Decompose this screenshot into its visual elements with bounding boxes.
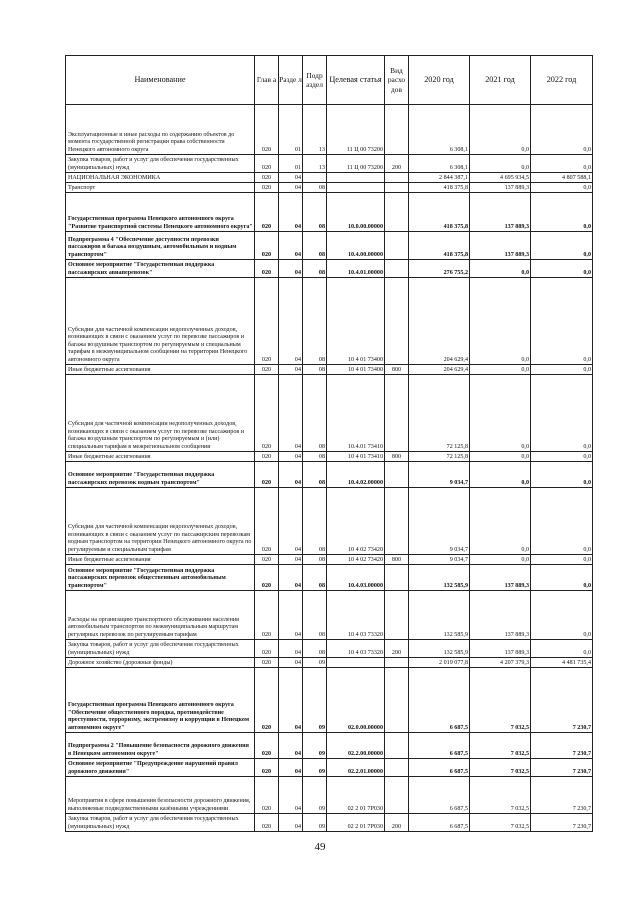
table-row [66,278,593,365]
row-podrazdel: 08 [303,375,327,452]
row-year-2020: 6 687,5 [409,733,470,759]
row-glava: 020 [255,658,279,668]
header-expense-type: Вид расхо дов [385,56,409,105]
row-expense-type [385,193,409,232]
row-year-2022: 7 230,7 [531,814,593,832]
row-expense-type [385,105,409,155]
row-glava: 020 [255,565,279,591]
table-row [66,452,593,462]
row-podrazdel: 08 [303,462,327,488]
row-name: Закупка товаров, работ и услуг для обеспечения государственных (муниципальных) нужд [66,155,255,173]
row-razdel: 04 [279,733,303,759]
row-expense-type: 200 [385,640,409,658]
row-glava: 020 [255,640,279,658]
row-glava: 020 [255,105,279,155]
row-glava: 020 [255,733,279,759]
row-podrazdel: 08 [303,260,327,278]
table-row [66,260,593,278]
row-name: Подпрограмма 2 "Повышение безопасности дорожного движения в Ненецком автономном округе" [66,733,255,759]
row-expense-type [385,462,409,488]
header-name: Наименование [66,56,255,105]
row-year-2022: 0,0 [531,555,593,565]
table-row [66,173,593,183]
row-year-2022: 7 230,7 [531,733,593,759]
row-target-article: 10 4 01 73400 [327,278,385,365]
row-year-2022: 7 230,7 [531,759,593,777]
row-podrazdel: 08 [303,591,327,640]
row-razdel: 04 [279,814,303,832]
row-expense-type [385,777,409,814]
table-row [66,232,593,260]
row-name: Основное мероприятие "Государственная поддержка пассажирских перевозок общественным автомобильным транспортом" [66,565,255,591]
row-glava: 020 [255,668,279,733]
header-year-2022: 2022 год [531,56,593,105]
row-razdel: 04 [279,658,303,668]
row-target-article: 02 2 01 7Р030 [327,777,385,814]
row-year-2022: 7 230,7 [531,777,593,814]
row-expense-type [385,278,409,365]
row-year-2022: 0,0 [531,155,593,173]
row-razdel: 04 [279,193,303,232]
row-razdel: 04 [279,462,303,488]
row-razdel: 04 [279,375,303,452]
row-target-article: 02.2.00.00000 [327,733,385,759]
row-expense-type [385,591,409,640]
table-row [66,183,593,193]
row-target-article [327,658,385,668]
row-podrazdel: 09 [303,658,327,668]
row-year-2020: 418 375,8 [409,232,470,260]
row-target-article: 10 4 01 73400 [327,365,385,375]
row-year-2022: 4 481 735,4 [531,658,593,668]
row-target-article: 02 2 01 7Р030 [327,814,385,832]
row-name: Иные бюджетные ассигнования [66,452,255,462]
table-row [66,777,593,814]
row-razdel: 04 [279,591,303,640]
row-podrazdel: 09 [303,759,327,777]
row-year-2021: 0,0 [470,365,531,375]
row-razdel: 01 [279,155,303,173]
header-target-article: Целевая статья [327,56,385,105]
row-year-2022: 0,0 [531,260,593,278]
row-razdel: 04 [279,565,303,591]
row-year-2020: 6 308,1 [409,105,470,155]
row-razdel: 04 [279,452,303,462]
row-year-2020: 72 125,8 [409,375,470,452]
table-row [66,759,593,777]
row-name: Основное мероприятие "Предупреждение нарушений правил дорожного движения" [66,759,255,777]
row-year-2020: 2 844 387,1 [409,173,470,183]
row-year-2020: 132 585,9 [409,565,470,591]
row-podrazdel: 09 [303,733,327,759]
row-expense-type [385,565,409,591]
table-row [66,155,593,173]
row-name: Основное мероприятие "Государственная поддержка пассажирских перевозок водным транспортом" [66,462,255,488]
row-year-2021: 0,0 [470,260,531,278]
table-row [66,640,593,658]
row-year-2022: 0,0 [531,193,593,232]
row-year-2022: 0,0 [531,183,593,193]
row-name: Расходы на организацию транспортного обслуживания населения автомобильным транспортом по межмуниципальным маршрутам регулярных перевозок по регулируемым тарифам [66,591,255,640]
table-body [66,105,593,832]
row-razdel: 01 [279,105,303,155]
row-razdel: 04 [279,173,303,183]
row-year-2021: 0,0 [470,555,531,565]
row-expense-type [385,232,409,260]
row-razdel: 04 [279,777,303,814]
row-podrazdel: 08 [303,555,327,565]
row-name: Государственная программа Ненецкого автономного округа "Развитие транспортной системы Ненецкого автономного округа" [66,193,255,232]
row-podrazdel [303,173,327,183]
row-podrazdel: 08 [303,452,327,462]
row-year-2021: 7 032,5 [470,777,531,814]
row-podrazdel: 09 [303,777,327,814]
row-razdel: 04 [279,183,303,193]
row-name: Закупка товаров, работ и услуг для обеспечения государственных (муниципальных) нужд [66,640,255,658]
row-year-2022: 0,0 [531,105,593,155]
row-year-2020: 418 375,8 [409,193,470,232]
row-year-2022: 4 807 588,1 [531,173,593,183]
row-year-2022: 0,0 [531,488,593,555]
row-year-2022: 0,0 [531,565,593,591]
row-year-2022: 0,0 [531,462,593,488]
row-year-2020: 9 034,7 [409,462,470,488]
table-row [66,591,593,640]
row-year-2020: 6 687,5 [409,759,470,777]
row-target-article: 10.4.00.00000 [327,232,385,260]
row-target-article: 10.4.02.00000 [327,462,385,488]
row-glava: 020 [255,759,279,777]
table-row [66,733,593,759]
row-podrazdel: 08 [303,193,327,232]
row-glava: 020 [255,232,279,260]
row-year-2021: 0,0 [470,462,531,488]
row-razdel: 04 [279,759,303,777]
row-expense-type: 800 [385,365,409,375]
row-year-2022: 0,0 [531,375,593,452]
header-glava: Глав а [255,56,279,105]
row-year-2020: 6 687,5 [409,668,470,733]
row-glava: 020 [255,278,279,365]
row-expense-type [385,759,409,777]
row-target-article: 10.4.01 73410 [327,375,385,452]
row-name: Субсидия для частичной компенсации недополученных доходов, возникающих в связи с оказанием услуг по перевозке пассажиров и багажа воздушным транспортом по регулируемым и (или) специальным тарифам в межрегиональном сообщении [66,375,255,452]
row-name: Основное мероприятие "Государственная поддержка пассажирских авиаперевозок" [66,260,255,278]
row-year-2020: 9 034,7 [409,488,470,555]
row-glava: 020 [255,183,279,193]
row-razdel: 04 [279,668,303,733]
row-name: Субсидии для частичной компенсации недополученных доходов, возникающих в связи с оказанием услуг по перевозке пассажиров и багажа воздушным транспортом по регулируемым и специальным тарифам в межмуниципальном сообщении на территории Ненецкого автономного округа [66,278,255,365]
row-year-2020: 9 034,7 [409,555,470,565]
row-razdel: 04 [279,555,303,565]
row-target-article: 10 4 01 73410 [327,452,385,462]
row-year-2020: 2 019 077,8 [409,658,470,668]
row-expense-type [385,183,409,193]
table-row [66,658,593,668]
row-target-article: 10.4.01.00000 [327,260,385,278]
row-razdel: 04 [279,640,303,658]
table-row [66,668,593,733]
row-year-2021: 0,0 [470,488,531,555]
row-glava: 020 [255,591,279,640]
row-expense-type [385,658,409,668]
row-year-2021: 7 032,5 [470,814,531,832]
table-row [66,462,593,488]
row-podrazdel: 08 [303,365,327,375]
row-name: Субсидии для частичной компенсации недополученных доходов, возникающих в связи с оказанием услуг по пассажирским перевозкам водным транспортом на территории Ненецкого автономного округа по регулируемым и специальным тарифам [66,488,255,555]
row-expense-type: 800 [385,555,409,565]
row-glava: 020 [255,777,279,814]
row-glava: 020 [255,193,279,232]
row-name: Государственная программа Ненецкого автономного округа "Обеспечение общественного порядка, противодействие преступности, терроризму, экстремизму и коррупции в Ненецком автономном округе" [66,668,255,733]
row-glava: 020 [255,488,279,555]
table-row [66,814,593,832]
row-target-article [327,183,385,193]
row-podrazdel: 08 [303,640,327,658]
row-name: Транспорт [66,183,255,193]
row-year-2021: 0,0 [470,375,531,452]
row-expense-type [385,668,409,733]
row-year-2021: 0,0 [470,452,531,462]
row-podrazdel: 08 [303,183,327,193]
row-year-2021: 137 889,3 [470,183,531,193]
row-target-article [327,173,385,183]
row-year-2021: 0,0 [470,105,531,155]
row-year-2022: 0,0 [531,278,593,365]
row-year-2021: 7 032,5 [470,668,531,733]
row-year-2022: 0,0 [531,452,593,462]
row-year-2021: 137 889,3 [470,565,531,591]
table-row [66,193,593,232]
row-year-2020: 132 585,9 [409,640,470,658]
row-year-2020: 132 585,9 [409,591,470,640]
row-target-article: 11 Ц 00 73200 [327,105,385,155]
row-expense-type [385,488,409,555]
row-year-2020: 418 375,8 [409,183,470,193]
header-year-2020: 2020 год [409,56,470,105]
row-year-2021: 137 889,3 [470,591,531,640]
row-target-article: 02.2.01.00000 [327,759,385,777]
row-podrazdel: 13 [303,155,327,173]
row-podrazdel: 08 [303,488,327,555]
row-year-2021: 0,0 [470,278,531,365]
row-expense-type: 800 [385,452,409,462]
table-row [66,555,593,565]
row-razdel: 04 [279,260,303,278]
row-expense-type: 200 [385,814,409,832]
header-row [66,56,593,105]
row-razdel: 04 [279,365,303,375]
row-year-2021: 0,0 [470,155,531,173]
row-year-2021: 4 207 379,3 [470,658,531,668]
row-name: НАЦИОНАЛЬНАЯ ЭКОНОМИКА [66,173,255,183]
row-expense-type [385,375,409,452]
row-glava: 020 [255,555,279,565]
row-glava: 020 [255,155,279,173]
row-year-2022: 0,0 [531,232,593,260]
row-target-article: 10 4 02 73420 [327,555,385,565]
row-podrazdel: 09 [303,668,327,733]
header-razdel: Разде л [279,56,303,105]
page-number: 49 [314,841,326,853]
row-razdel: 04 [279,232,303,260]
row-target-article: 10 4 02 73420 [327,488,385,555]
row-year-2020: 204 629,4 [409,365,470,375]
row-year-2021: 7 032,5 [470,759,531,777]
table-row [66,365,593,375]
row-podrazdel: 13 [303,105,327,155]
row-glava: 020 [255,452,279,462]
row-year-2022: 0,0 [531,365,593,375]
row-year-2020: 72 125,8 [409,452,470,462]
row-year-2021: 7 032,5 [470,733,531,759]
row-target-article: 02.0.00.00000 [327,668,385,733]
row-year-2020: 276 755,2 [409,260,470,278]
row-expense-type [385,173,409,183]
row-expense-type [385,260,409,278]
row-year-2020: 6 687,5 [409,777,470,814]
row-year-2022: 7 230,7 [531,668,593,733]
row-glava: 020 [255,173,279,183]
header-year-2021: 2021 год [470,56,531,105]
row-year-2020: 6 687,5 [409,814,470,832]
row-target-article: 10.0.00.00000 [327,193,385,232]
row-year-2021: 137 889,3 [470,640,531,658]
row-name: Дорожное хозяйство (дорожные фонды) [66,658,255,668]
row-year-2020: 204 629,4 [409,278,470,365]
row-name: Мероприятия в сфере повышения безопасности дорожного движения, выполняемые подведомственными казёнными учреждениями [66,777,255,814]
table-row [66,565,593,591]
row-name: Иные бюджетные ассигнования [66,555,255,565]
row-expense-type: 200 [385,155,409,173]
row-razdel: 04 [279,488,303,555]
row-podrazdel: 09 [303,814,327,832]
header-podrazdel: Подр аздел [303,56,327,105]
row-target-article: 10 4 03 73320 [327,640,385,658]
row-target-article: 11 Ц 00 73200 [327,155,385,173]
row-year-2022: 0,0 [531,640,593,658]
budget-table [65,55,593,832]
row-glava: 020 [255,365,279,375]
table-row [66,105,593,155]
row-year-2021: 137 889,3 [470,193,531,232]
row-glava: 020 [255,375,279,452]
row-glava: 020 [255,462,279,488]
row-name: Подпрограмма 4 "Обеспечение доступности перевозки пассажиров и багажа воздушным, автомобильным и водным транспортом" [66,232,255,260]
row-razdel: 04 [279,278,303,365]
table-row [66,488,593,555]
row-name: Эксплуатационные и иные расходы по содержанию объектов до момента государственной регистрации права собственности Ненецкого автономного округа [66,105,255,155]
row-target-article: 10 4 03 73320 [327,591,385,640]
row-year-2021: 4 695 934,5 [470,173,531,183]
row-podrazdel: 08 [303,565,327,591]
row-year-2022: 0,0 [531,591,593,640]
table-row [66,375,593,452]
row-expense-type [385,733,409,759]
row-year-2020: 6 308,1 [409,155,470,173]
row-podrazdel: 08 [303,232,327,260]
row-name: Иные бюджетные ассигнования [66,365,255,375]
row-year-2021: 137 889,3 [470,232,531,260]
row-target-article: 10.4.03.00000 [327,565,385,591]
row-podrazdel: 08 [303,278,327,365]
row-name: Закупка товаров, работ и услуг для обеспечения государственных (муниципальных) нужд [66,814,255,832]
row-glava: 020 [255,814,279,832]
row-glava: 020 [255,260,279,278]
